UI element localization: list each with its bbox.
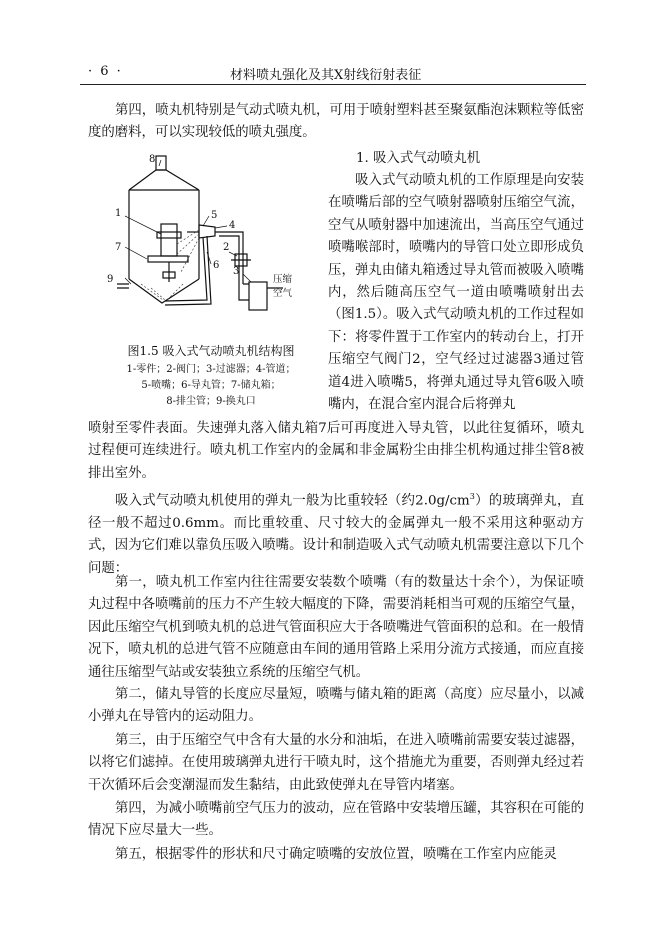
label-5: 5 [211, 210, 218, 221]
figure-legend-line-1: 1-零件；2-阀门；3-过滤器；4-管道； [126, 364, 296, 375]
label-6: 6 [213, 260, 220, 271]
paragraph-1: 第四，喷丸机特别是气动式喷丸机，可用于喷射塑料甚至聚氨酯泡沫颗粒等低密度的磨料，可以实现较低的喷丸强度。 [88, 103, 584, 141]
running-title: 材料喷丸强化及其X射线衍射表征 [230, 68, 422, 83]
suction-shot-peening-machine-diagram [103, 154, 308, 354]
page-number: · 6 · [88, 64, 123, 79]
paragraph-7: 第四，为减小喷嘴前空气压力的波动，应在管路中安装增压罐，其容积在可能的情况下应尽量大一些。 [88, 801, 584, 839]
figure-caption: 图1.5 吸入式气动喷丸机结构图 [127, 344, 295, 358]
figure-legend-line-2: 5-喷嘴；6-导丸管；7-储丸箱； [141, 380, 281, 391]
paragraph-3-part-a: 吸入式气动喷丸机使用的弹丸一般为比重较轻（约2.0g/cm [115, 493, 470, 509]
paragraph-3 [88, 486, 584, 580]
paragraph-4: 第一，喷丸机工作室内往往需要安装数个喷嘴（有的数量达十余个），为保证喷丸过程中各喷嘴前的压力不产生较大幅度的下降，需要消耗相当可观的压缩空气量，因此压缩空气机到喷丸机的总进气管面积应大于各喷嘴进气管面积的总和。在一般情况下，喷丸机的总进气管不应随意由车间的通用管路上采用分流方式接通，而应直接通往压缩型气站或安装独立系统的压缩空气机。 [88, 575, 584, 680]
figure-1-5 [103, 154, 308, 354]
paragraph-3-part-b: ）的玻璃弹丸，直径一般不超过0.6mm。而比重较重、尺寸较大的金属弹丸一般不采用这种驱动方式，因为它们难以靠负压吸入喷嘴。设计和制造吸入式气动喷丸机需要注意以下几个问题： [88, 493, 584, 576]
paragraph-6: 第三，由于压缩空气中含有大量的水分和油垢，在进入喷嘴前需要安装过滤器，以将它们滤掉。在使用玻璃弹丸进行干喷丸时，这个措施尤为重要，否则弹丸经过若干次循环后会变潮湿而发生黏结，由此致使弹丸在导管内堵塞。 [88, 733, 584, 793]
section-title: 1. 吸入式气动喷丸机 [356, 151, 481, 166]
label-7: 7 [115, 242, 122, 253]
paragraph-2-continued: 喷射至零件表面。失速弹丸落入储丸箱7后可再度进入导丸管，以此往复循环，喷丸过程便可连续进行。喷丸机工作室内的金属和非金属粉尘由排尘机构通过排尘管8被排出室外。 [88, 421, 584, 481]
paragraph-3-superscript: 3 [469, 492, 475, 501]
label-2: 2 [223, 242, 230, 253]
label-9: 9 [107, 274, 114, 285]
figure-legend-line-3: 8-排尘管；9-换丸口 [166, 396, 256, 407]
label-1: 1 [115, 208, 122, 219]
label-8: 8 [149, 154, 156, 165]
header-rule [80, 84, 586, 85]
label-air-2: 空气 [273, 288, 293, 299]
paragraph-2-right: 吸入式气动喷丸机的工作原理是向安装在喷嘴后部的空气喷射器喷射压缩空气流，空气从喷射器中加速流出，当高压空气通过喷嘴喉部时，喷嘴内的导管口处立即形成负压，弹丸由储丸箱透过导丸管而被吸入喷嘴内，然后随高压空气一道由喷嘴喷射出去（图1.5）。吸入式气动喷丸机的工作过程如下：将零件置于工作室内的转动台上，打开压缩空气阀门2，空气经过过滤器3通过管道4进入喷嘴5，将弹丸通过导丸管6吸入喷嘴内，在混合室内混合后将弹丸 [328, 173, 584, 413]
paragraph-8: 第五，根据零件的形状和尺寸确定喷嘴的安放位置，喷嘴在工作室内应能灵 [115, 847, 557, 862]
label-4: 4 [229, 220, 236, 231]
label-3: 3 [233, 266, 240, 277]
paragraph-5: 第二，储丸导管的长度应尽量短，喷嘴与储丸箱的距离（高度）应尽量小，以减小弹丸在导管内的运动阻力。 [88, 687, 584, 725]
page-header [80, 64, 586, 82]
label-air-1: 压缩 [273, 274, 293, 285]
